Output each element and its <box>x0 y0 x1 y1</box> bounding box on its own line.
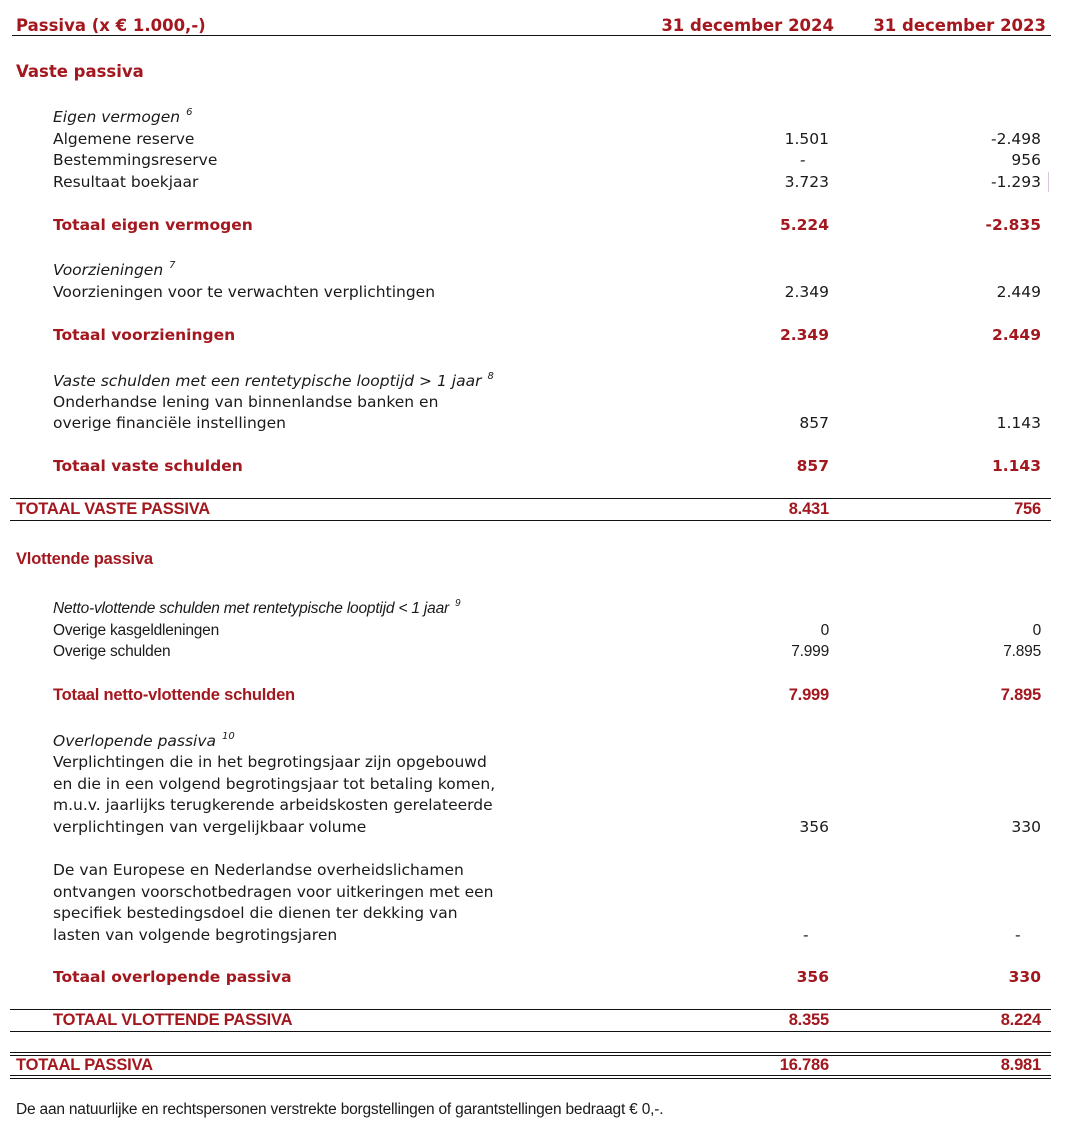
total-2023: -2.835 <box>985 216 1041 234</box>
total-2024: 2.349 <box>779 326 829 344</box>
row-label-line2: ontvangen voorschotbedragen voor uitkeringen met een <box>53 883 494 901</box>
total-label: Totaal eigen vermogen <box>53 216 253 234</box>
subsection-heading-voorzieningen: Voorzieningen $^7$ <box>53 260 176 279</box>
header-rule <box>12 35 1051 36</box>
value-2024: 356 <box>799 818 829 836</box>
row-label-line4: lasten van volgende begrotingsjaren <box>53 926 338 944</box>
total-2024: 7.999 <box>788 686 829 704</box>
total-2023: 1.143 <box>991 457 1041 475</box>
footnote-marker: 8 <box>487 371 494 382</box>
value-2023: 7.895 <box>1003 643 1041 660</box>
row-label: Overige schulden <box>53 643 171 660</box>
row-label: Voorzieningen voor te verwachten verplichtingen <box>53 283 436 301</box>
total-2024: 857 <box>796 457 829 475</box>
table-title: Passiva (x € 1.000,-) <box>16 16 206 35</box>
value-2024: 1.501 <box>784 130 829 148</box>
subsection-heading-overlopende: Overlopende passiva $^{10}$ <box>53 731 235 750</box>
totaal-passiva-2024: 16.786 <box>779 1056 829 1074</box>
value-2023: - <box>1015 926 1021 944</box>
double-rule-top-1 <box>10 1052 1051 1053</box>
rule-top <box>10 1009 1051 1010</box>
rule-bottom <box>10 520 1051 521</box>
value-2023: 0 <box>1032 622 1041 639</box>
totaal-passiva-2023: 8.981 <box>1000 1056 1041 1074</box>
total-label: Totaal voorzieningen <box>53 326 236 344</box>
cursor-marker <box>1048 172 1049 192</box>
column-header-2023: 31 december 2023 <box>873 16 1046 35</box>
value-2024: - <box>803 926 809 944</box>
total-label: Totaal vaste schulden <box>53 457 243 475</box>
total-2024: 356 <box>796 968 829 986</box>
value-2024: 3.723 <box>784 173 829 191</box>
grand-total-2023: 8.224 <box>1000 1011 1041 1029</box>
total-2023: 7.895 <box>1000 686 1041 704</box>
row-label-line2: overige financiële instellingen <box>53 414 286 432</box>
totaal-passiva-label: TOTAAL PASSIVA <box>16 1056 153 1074</box>
value-2024: 2.349 <box>784 283 829 301</box>
value-2023: 956 <box>1011 151 1041 169</box>
row-label-line3: specifiek bestedingsdoel die dienen ter dekking van <box>53 904 458 922</box>
footnote-marker: 9 <box>454 598 461 609</box>
total-label: Totaal netto-vlottende schulden <box>53 686 295 704</box>
total-2023: 330 <box>1008 968 1041 986</box>
grand-total-2024: 8.355 <box>788 1011 829 1029</box>
row-label-line2: en die in een volgend begrotingsjaar tot betaling komen, <box>53 775 496 793</box>
value-2024: - <box>800 151 806 169</box>
row-label: Algemene reserve <box>53 130 195 148</box>
value-2023: 330 <box>1011 818 1041 836</box>
row-label: Overige kasgeldleningen <box>53 622 220 639</box>
section-heading-vaste-passiva: Vaste passiva <box>16 62 144 81</box>
grand-total-label: TOTAAL VASTE PASSIVA <box>16 500 211 518</box>
column-header-2024: 31 december 2024 <box>661 16 834 35</box>
rule-bottom <box>10 1031 1051 1032</box>
footnote-marker: 10 <box>222 731 235 742</box>
value-2023: -2.498 <box>991 130 1041 148</box>
value-2023: 2.449 <box>996 283 1041 301</box>
row-label-line4: verplichtingen van vergelijkbaar volume <box>53 818 367 836</box>
row-label-line1: De van Europese en Nederlandse overheidslichamen <box>53 861 464 879</box>
total-2024: 5.224 <box>779 216 829 234</box>
total-2023: 2.449 <box>991 326 1041 344</box>
grand-total-2023: 756 <box>1014 500 1041 518</box>
value-2023: -1.293 <box>991 173 1041 191</box>
rule-top <box>10 498 1051 499</box>
grand-total-label: TOTAAL VLOTTENDE PASSIVA <box>53 1011 293 1029</box>
subsection-heading-netto-vlottende: Netto-vlottende schulden met rentetypische looptijd < 1 jaar $^9$ <box>53 598 461 617</box>
value-2024: 857 <box>799 414 829 432</box>
section-heading-vlottende-passiva: Vlottende passiva <box>16 550 153 568</box>
value-2023: 1.143 <box>996 414 1041 432</box>
grand-total-2024: 8.431 <box>788 500 829 518</box>
row-label-line1: Verplichtingen die in het begrotingsjaar zijn opgebouwd <box>53 753 487 771</box>
double-rule-bottom-2 <box>10 1078 1051 1079</box>
total-label: Totaal overlopende passiva <box>53 968 292 986</box>
subsection-heading-vaste-schulden: Vaste schulden met een rentetypische looptijd > 1 jaar $^8$ <box>53 371 494 390</box>
footnote-marker: 7 <box>169 260 176 271</box>
double-rule-bottom-1 <box>10 1075 1051 1076</box>
row-label-line3: m.u.v. jaarlijks terugkerende arbeidskosten gerelateerde <box>53 796 493 814</box>
double-rule-top-2 <box>10 1055 1051 1056</box>
footnote-marker: 6 <box>186 107 193 118</box>
subsection-heading-eigen-vermogen: Eigen vermogen $^6$ <box>53 107 193 126</box>
value-2024: 7.999 <box>791 643 829 660</box>
value-2024: 0 <box>820 622 829 639</box>
row-label: Bestemmingsreserve <box>53 151 218 169</box>
footer-note: De aan natuurlijke en rechtspersonen verstrekte borgstellingen of garantstellingen bedraagt € 0,-. <box>16 1101 664 1118</box>
row-label: Resultaat boekjaar <box>53 173 199 191</box>
row-label-line1: Onderhandse lening van binnenlandse banken en <box>53 393 439 411</box>
